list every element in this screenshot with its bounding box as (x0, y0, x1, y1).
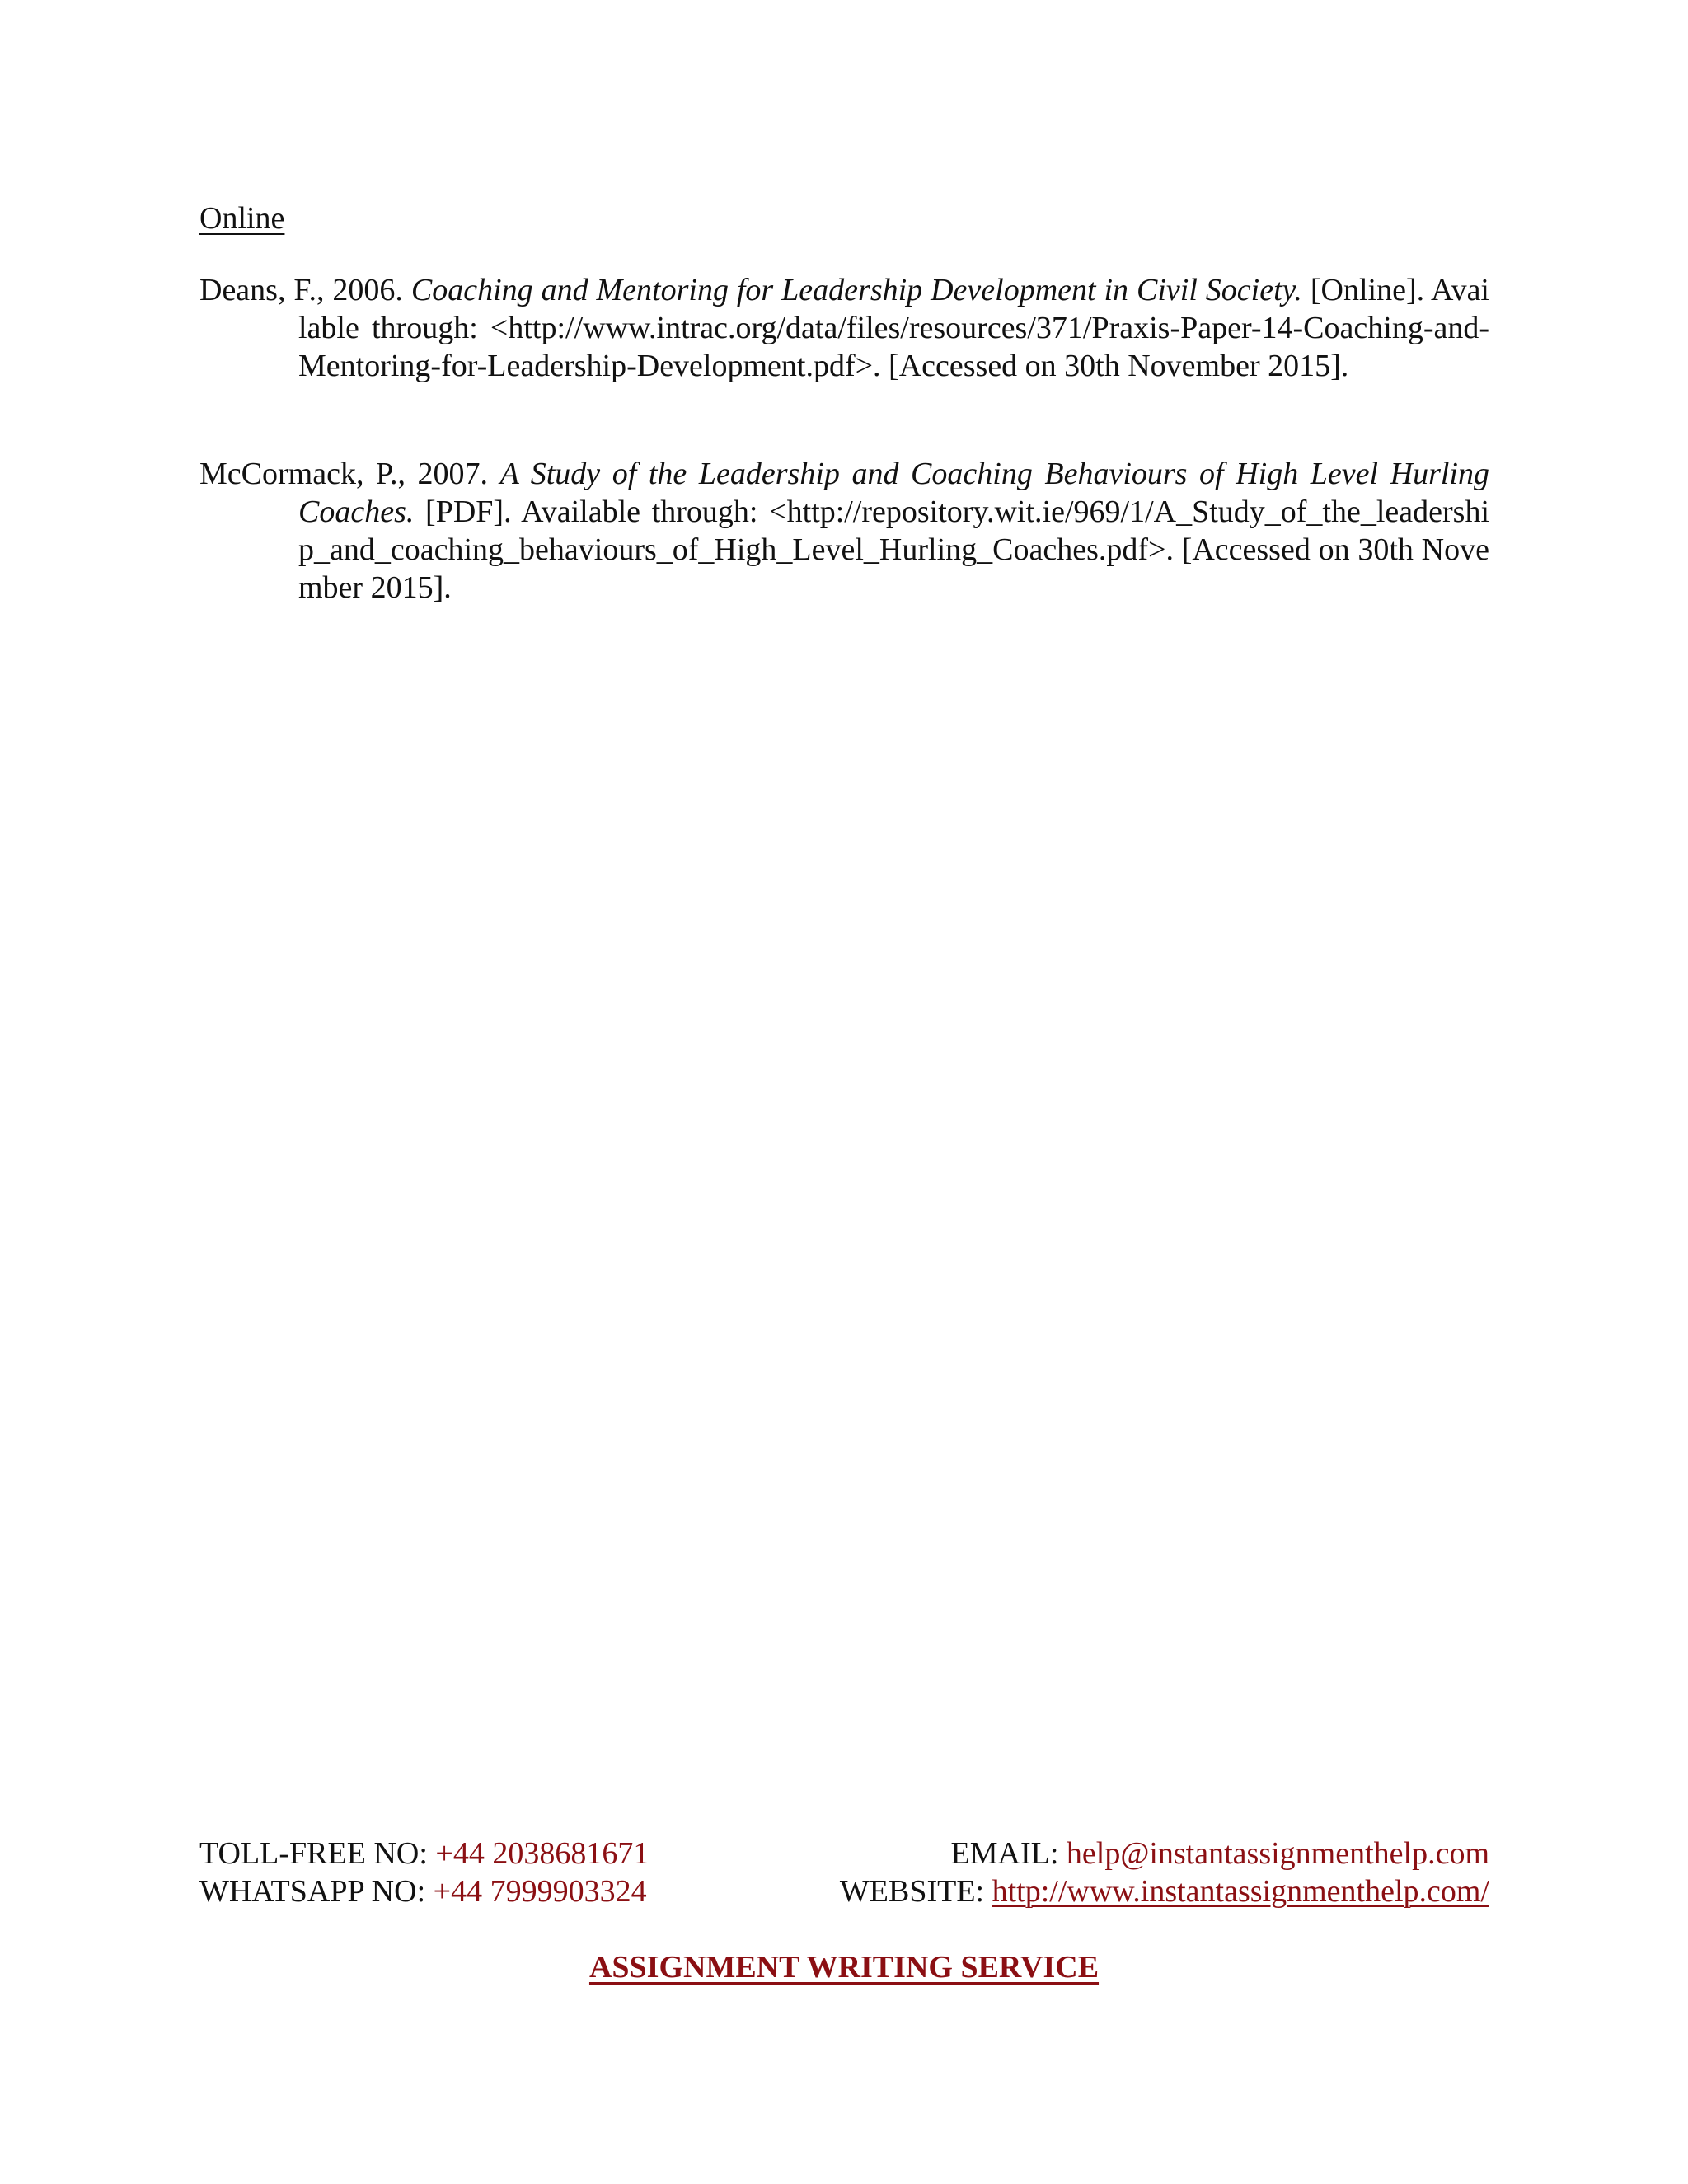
tollfree-label: TOLL-FREE NO: (199, 1836, 436, 1871)
service-banner (0, 1948, 1688, 1986)
reference-details: [PDF]. Available through: <http://repository.wit.ie/969/1/A_Study_of_the_leadership_and_coaching_behaviours_of_High_Level_Hurling_Coaches.pdf>. [Accessed on 30th November 2015]. (298, 494, 1489, 605)
website-link[interactable]: http://www.instantassignmenthelp.com/ (992, 1874, 1489, 1909)
email-address[interactable]: help@instantassignmenthelp.com (1066, 1836, 1489, 1871)
email-label: EMAIL: (950, 1836, 1067, 1871)
tollfree-number[interactable]: +44 2038681671 (435, 1836, 649, 1871)
whatsapp-number[interactable]: +44 7999903324 (433, 1874, 647, 1909)
service-title[interactable]: ASSIGNMENT WRITING SERVICE (588, 1950, 1100, 1985)
website-label: WEBSITE: (839, 1874, 992, 1909)
reference-entry (199, 455, 1489, 607)
reference-title: A Study of the Leadership and Coaching Behaviours of High Level Hurling Coaches. (298, 457, 1489, 529)
whatsapp-label: WHATSAPP NO: (199, 1874, 434, 1909)
reference-title: Coaching and Mentoring for Leadership Development in Civil Society. (410, 273, 1302, 307)
reference-author-year: Deans, F., 2006. (199, 273, 411, 307)
footer-contact-phones (199, 1835, 649, 1910)
email-line (840, 1835, 1489, 1872)
website-line (840, 1872, 1489, 1910)
reference-author-year: McCormack, P., 2007. (199, 457, 500, 491)
tollfree-line (199, 1835, 649, 1872)
section-heading: Online (199, 201, 285, 236)
whatsapp-line (199, 1872, 649, 1910)
footer-contact-web (840, 1835, 1489, 1910)
reference-entry (199, 271, 1489, 385)
reference-details: [Online]. Available through: <http://www.intrac.org/data/files/resources/371/Praxis-Paper-14-Coaching-and-Mentoring-for-Leadership-Development.pdf>. [Accessed on 30th November 2015]. (298, 273, 1489, 383)
